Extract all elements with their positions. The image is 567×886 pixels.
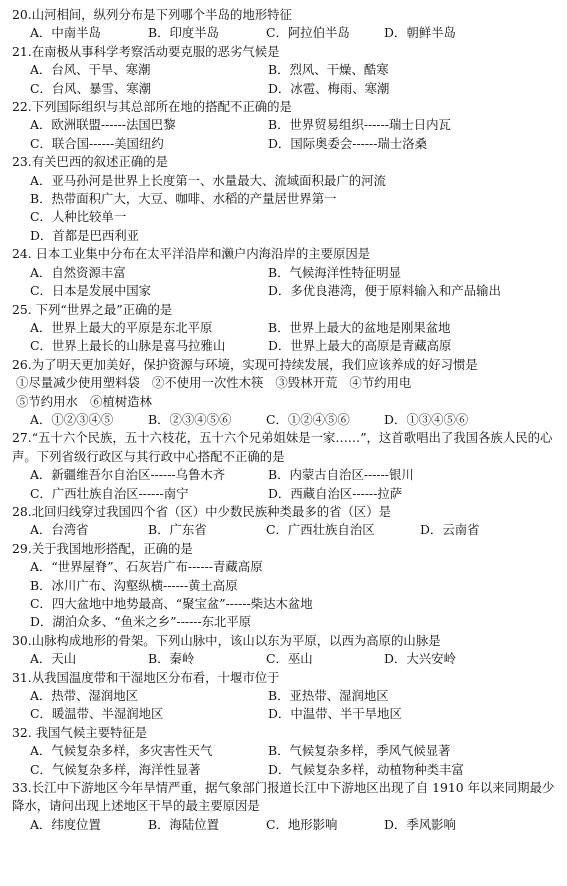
question-stem: 27.“五十六个民族，五十六枝花，五十六个兄弟姐妹是一家……”，这首歌唱出了我国各族人民的心声。下列省级行政区与其行政中心搭配不正确的是 <box>12 430 553 464</box>
option-d: D．世界上最大的高原是青藏高原 <box>268 338 452 354</box>
option-d: D．中温带、半干旱地区 <box>268 706 402 722</box>
option-b: B．②③④⑤⑥ <box>148 411 232 427</box>
option-a: A．台风、干旱、寒潮 <box>30 62 151 78</box>
option-a: A．天山 <box>30 651 77 667</box>
item-1: ①尽量减少使用塑料袋 <box>16 375 140 391</box>
options-row <box>12 190 561 208</box>
option-d: D．冰雹、梅雨、寒潮 <box>268 80 390 96</box>
option-c: C．台风、暴雪、寒潮 <box>30 80 151 96</box>
question-21 <box>12 43 561 98</box>
option-d: D．大兴安岭 <box>384 651 456 667</box>
option-c: C．阿拉伯半岛 <box>266 25 350 41</box>
options-row <box>12 466 561 484</box>
option-d: D．云南省 <box>420 522 480 538</box>
options-row <box>12 521 561 539</box>
options-row <box>12 337 561 355</box>
option-c: C．日本是发展中国家 <box>30 283 151 299</box>
option-b: B．世界上最大的盆地是刚果盆地 <box>268 319 451 335</box>
options-row <box>12 227 561 245</box>
option-b: B．秦岭 <box>148 651 195 667</box>
option-b: B．气候海洋性特征明显 <box>268 264 402 280</box>
option-a: A．亚马孙河是世界上长度第一、水量最大、流域面积最广的河流 <box>30 172 386 188</box>
option-a: A．热带、湿润地区 <box>30 688 139 704</box>
option-d: D．国际奥委会------瑞士洛桑 <box>268 135 427 151</box>
question-29 <box>12 540 561 632</box>
question-23 <box>12 153 561 245</box>
option-a: A．世界上最大的平原是东北平原 <box>30 319 213 335</box>
option-c: C．四大盆地中地势最高、“聚宝盆”------柴达木盆地 <box>30 596 313 611</box>
option-d: D．首都是巴西利亚 <box>30 227 140 243</box>
option-b: B．冰川广布、沟壑纵横------黄土高原 <box>30 577 238 593</box>
option-a: A．中南半岛 <box>30 25 101 41</box>
option-c: C．广西壮族自治区------南宁 <box>30 485 189 501</box>
option-c: C．地形影响 <box>266 816 338 832</box>
options-row <box>12 264 561 282</box>
question-32 <box>12 724 561 779</box>
question-stem: 28.北回归线穿过我国四个省（区）中少数民族种类最多的省（区）是 <box>12 503 392 519</box>
options-row <box>12 558 561 576</box>
question-stem: 20.山河相间，纵列分布是下列哪个半岛的地形特征 <box>12 7 292 22</box>
question-stem: 25. 下列“世界之最”正确的是 <box>12 301 173 317</box>
option-b: B．海陆位置 <box>148 816 220 832</box>
options-row <box>12 577 561 595</box>
option-c: C．气候复杂多样，海洋性显著 <box>30 761 201 777</box>
option-b: B．印度半岛 <box>148 25 220 41</box>
option-a: A．欧洲联盟------法国巴黎 <box>30 117 176 133</box>
option-d: D．多优良港湾，便于原料输入和产品输出 <box>268 283 501 299</box>
question-25 <box>12 301 561 356</box>
question-30 <box>12 632 561 669</box>
question-20 <box>12 6 561 43</box>
options-row <box>12 282 561 300</box>
options-row <box>12 705 561 723</box>
options-row <box>12 61 561 79</box>
question-stem: 31.从我国温度带和干湿地区分布看，十堰市位于 <box>12 669 280 685</box>
option-a: A．台湾省 <box>30 522 89 538</box>
options-row <box>12 116 561 134</box>
options-row <box>12 24 561 42</box>
option-a: A．气候复杂多样，多灾害性天气 <box>30 743 213 759</box>
option-a: A．自然资源丰富 <box>30 264 126 280</box>
option-c: C．①②④⑤⑥ <box>266 411 350 427</box>
item-2: ②不使用一次性木筷 <box>151 375 264 391</box>
options-row <box>12 172 561 190</box>
options-row <box>12 595 561 613</box>
options-row <box>12 687 561 705</box>
option-d: D．西藏自治区------拉萨 <box>268 485 403 501</box>
question-stem: 30.山脉构成地形的骨架。下列山脉中，该山以东为平原，以西为高原的山脉是 <box>12 632 441 648</box>
question-stem: 24. 日本工业集中分布在太平洋沿岸和濑户内海沿岸的主要原因是 <box>12 246 371 262</box>
option-c: C．联合国------美国纽约 <box>30 135 164 151</box>
item-4: ④节约用电 <box>349 375 412 391</box>
option-a: A．“世界屋脊”、石灰岩广布------青藏高原 <box>30 559 263 575</box>
item-3: ③毁林开荒 <box>275 375 338 391</box>
question-stem: 33.长江中下游地区今年旱情严重，据气象部门报道长江中下游地区出现了自 1910 年以来同期最少降水，请问出现上述地区干旱的最主要原因是 <box>12 780 555 814</box>
items-row <box>12 374 561 392</box>
options-row <box>12 613 561 631</box>
question-33 <box>12 779 561 834</box>
option-b: B．世界贸易组织------瑞士日内瓦 <box>268 117 451 133</box>
option-a: A．①②③④⑤ <box>30 411 114 427</box>
item-5: ⑤节约用水 <box>16 393 78 409</box>
option-b: B．亚热带、湿润地区 <box>268 688 389 704</box>
question-stem: 23.有关巴西的叙述正确的是 <box>12 154 169 170</box>
option-b: B．气候复杂多样，季风气候显著 <box>268 743 451 759</box>
options-row <box>12 319 561 337</box>
option-c: C．广西壮族自治区 <box>266 522 375 538</box>
option-d: D．①③④⑤⑥ <box>384 411 469 427</box>
option-b: B．广东省 <box>148 522 207 538</box>
item-6: ⑥植树造林 <box>89 393 152 409</box>
options-row <box>12 208 561 226</box>
items-row <box>12 393 561 411</box>
question-stem: 32. 我国气候主要特征是 <box>12 724 148 740</box>
options-row <box>12 135 561 153</box>
options-row <box>12 411 561 429</box>
options-row <box>12 761 561 779</box>
option-b: B．热带面积广大，大豆、咖啡、水稻的产量居世界第一 <box>30 191 337 207</box>
option-d: D．朝鲜半岛 <box>384 25 456 41</box>
question-stem: 26.为了明天更加美好，保护资源与环境，实现可持续发展，我们应该养成的好习惯是 <box>12 356 478 372</box>
question-22 <box>12 98 561 153</box>
option-d: D．气候复杂多样，动植物种类丰富 <box>268 761 464 777</box>
options-row <box>12 80 561 98</box>
option-d: D．湖泊众多、“鱼米之乡”------东北平原 <box>30 614 252 630</box>
question-stem: 21.在南极从事科学考察活动要克服的恶劣气候是 <box>12 43 280 59</box>
question-stem: 22.下列国际组织与其总部所在地的搭配不正确的是 <box>12 99 292 115</box>
question-stem: 29.关于我国地形搭配，正确的是 <box>12 540 193 556</box>
option-c: C．暖温带、半湿润地区 <box>30 706 164 722</box>
options-row <box>12 742 561 760</box>
question-31 <box>12 669 561 724</box>
option-a: A．纬度位置 <box>30 816 101 832</box>
question-27 <box>12 429 561 503</box>
question-24 <box>12 245 561 300</box>
option-d: D．季风影响 <box>384 816 456 832</box>
options-row <box>12 650 561 668</box>
question-26 <box>12 356 561 430</box>
option-c: C．世界上最长的山脉是喜马拉雅山 <box>30 338 226 354</box>
options-row <box>12 485 561 503</box>
option-c: C．巫山 <box>266 651 313 667</box>
options-row <box>12 816 561 834</box>
question-28 <box>12 503 561 540</box>
option-b: B．内蒙古自治区------银川 <box>268 467 414 483</box>
option-b: B．烈风、干燥、酷寒 <box>268 62 389 78</box>
option-a: A．新疆维吾尔自治区------乌鲁木齐 <box>30 467 226 483</box>
option-c: C．人种比较单一 <box>30 209 127 225</box>
